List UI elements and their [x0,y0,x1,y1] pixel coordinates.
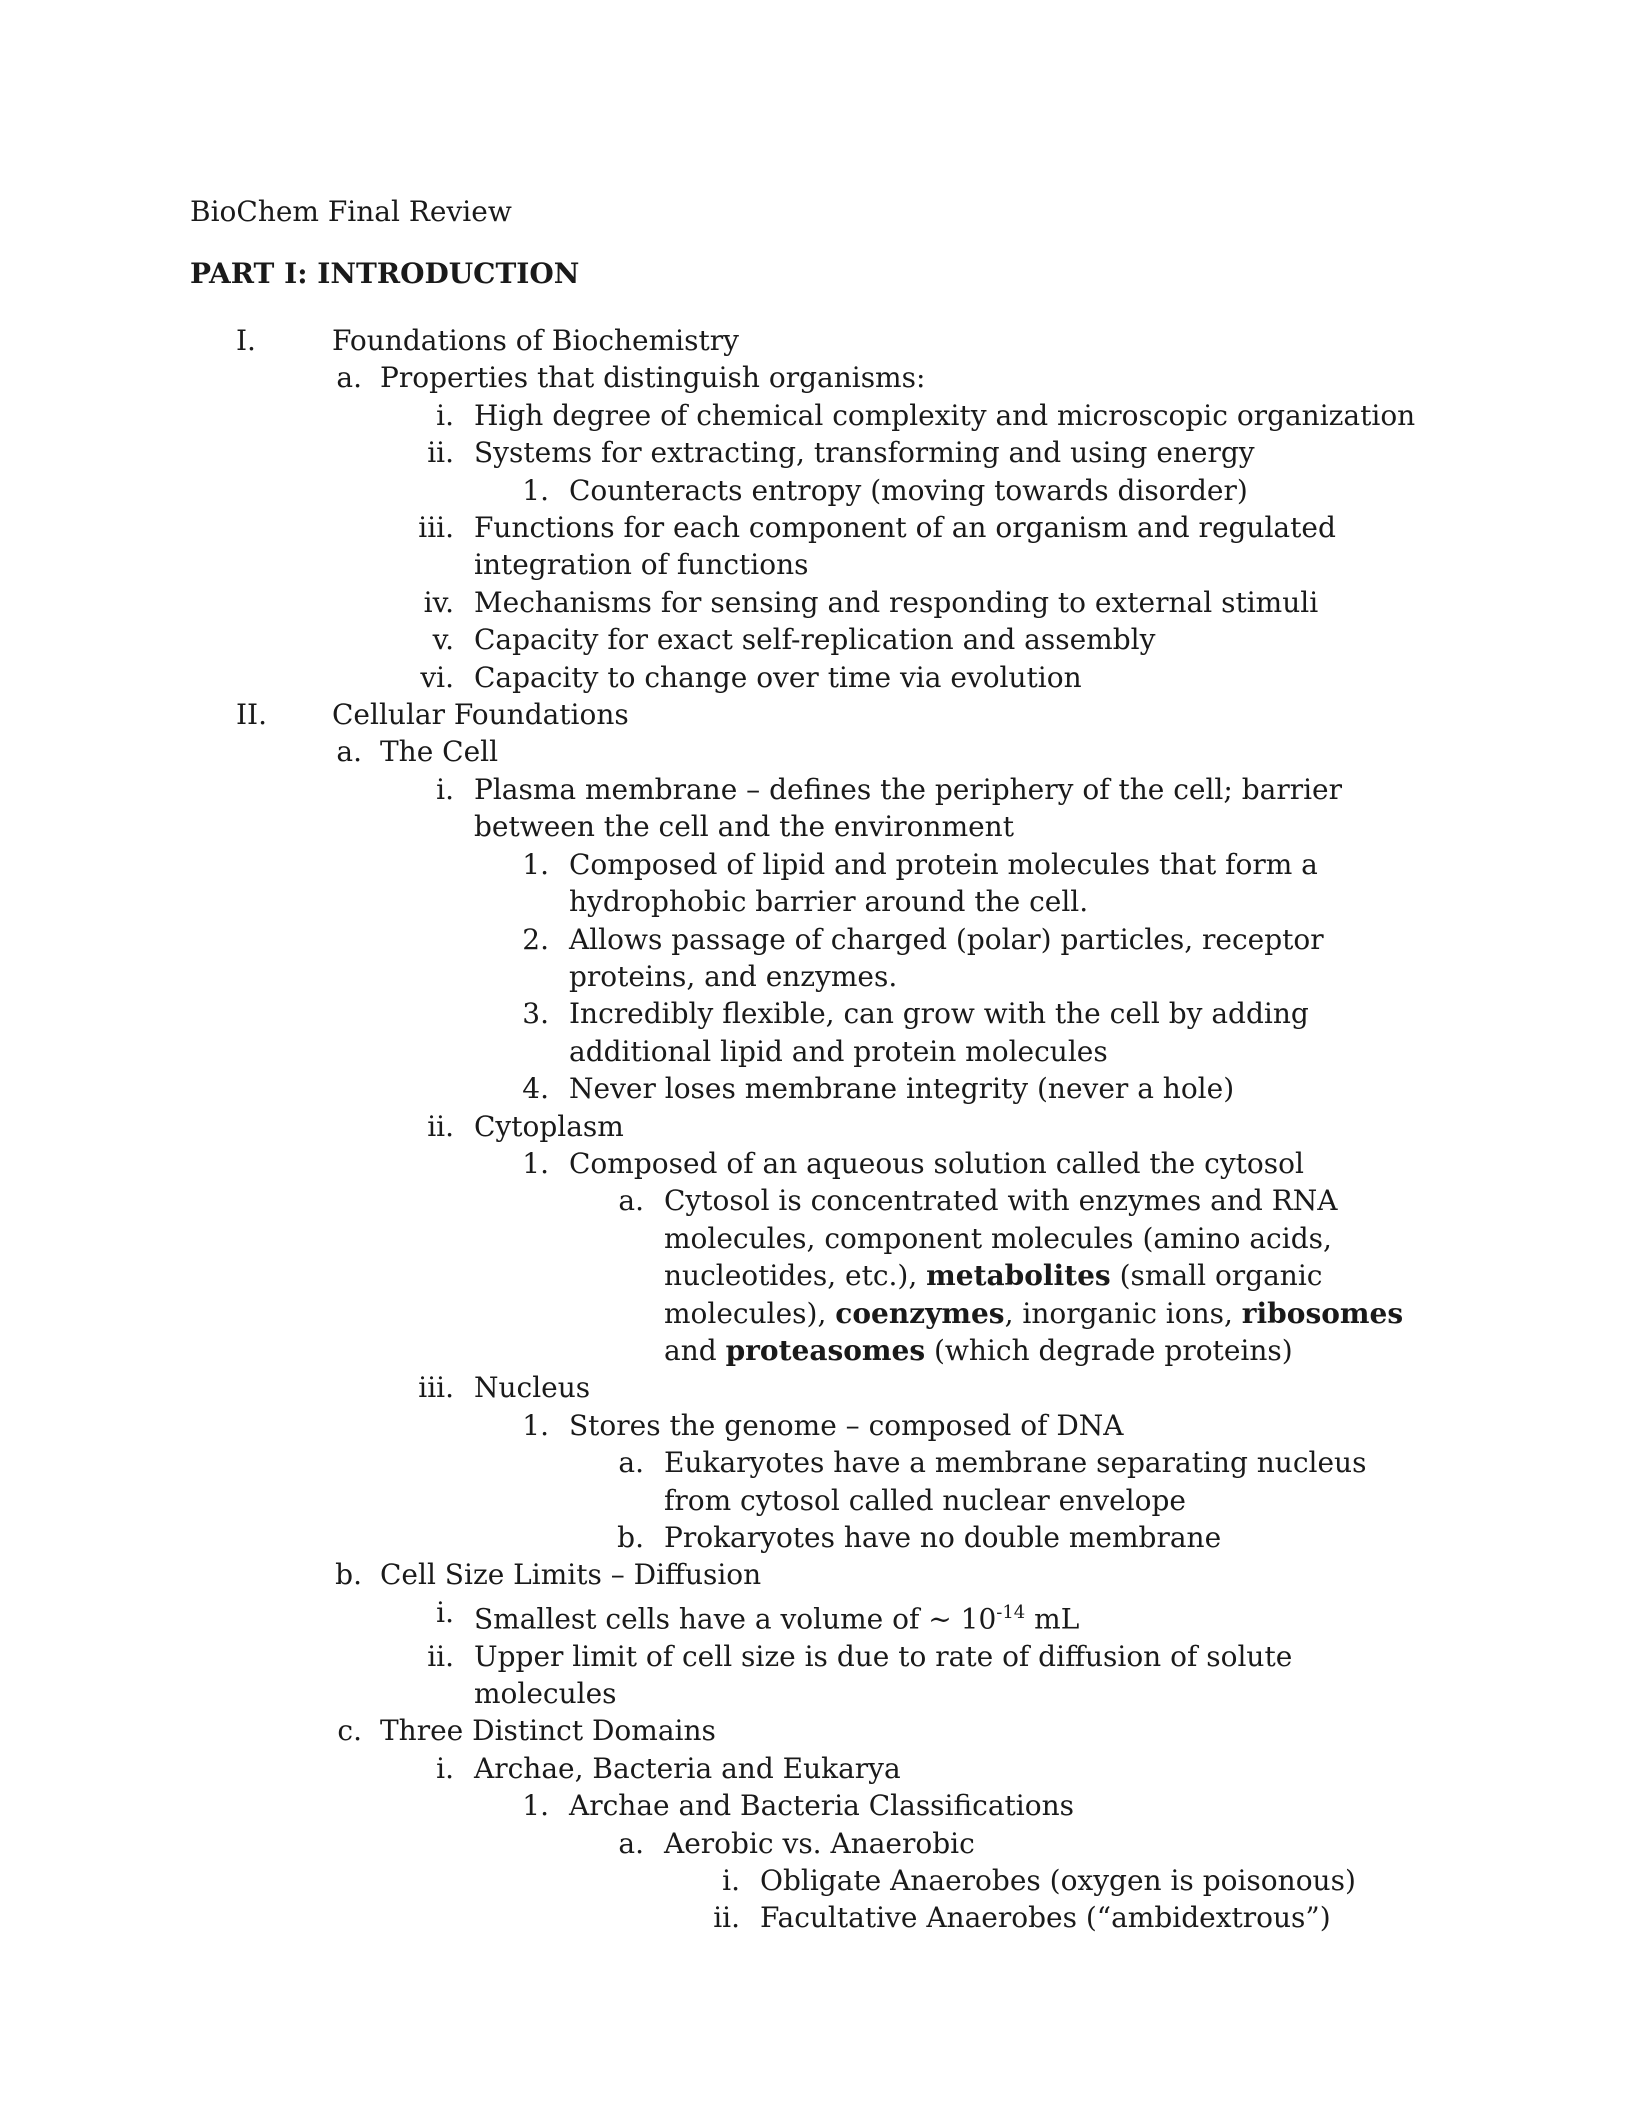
outline-text: Obligate Anaerobes (oxygen is poisonous) [760,1863,1356,1897]
outline-item [0,659,1640,696]
outline-item [0,1444,1640,1519]
outline-text: Incredibly flexible, can grow with the cell by adding additional lipid and protein molecules [569,997,1309,1068]
outline-item [0,1594,1640,1638]
outline-item [0,1825,1640,1862]
outline-marker: 1. [522,473,549,507]
outline-marker: iii. [418,511,454,545]
outline-item [0,1369,1640,1406]
outline-text: Composed of lipid and protein molecules that form a hydrophobic barrier around the cell. [569,847,1318,919]
outline-marker: 3. [522,997,549,1031]
outline-marker: ii. [427,436,454,470]
part-heading: PART I: INTRODUCTION [190,257,580,290]
outline-item [0,509,1640,584]
outline-item [0,771,1640,846]
outline-item [0,1407,1640,1444]
outline-text: Never loses membrane integrity (never a hole) [569,1072,1235,1106]
outline-item [0,1070,1640,1107]
text-segment: Smallest cells have a volume of ~ 10 [474,1602,997,1636]
outline-marker: i. [436,1595,454,1629]
outline-item [0,846,1640,921]
outline-item [0,472,1640,509]
outline-text [664,1182,1436,1369]
outline-item [0,1108,1640,1145]
outline-text: Systems for extracting, transforming and using energy [474,436,1255,470]
bold-term: coenzymes [835,1296,1005,1330]
text-segment: mL [1025,1602,1080,1636]
outline-marker: iii. [418,1371,454,1405]
outline-text: Eukaryotes have a membrane separating nucleus from cytosol called nuclear envelope [664,1446,1367,1517]
outline-marker: I. [236,324,256,357]
outline-marker: 1. [522,1408,549,1442]
outline-item [0,322,1640,359]
bold-term: proteasomes [725,1333,926,1367]
outline-marker: iv. [423,585,454,619]
outline-item [0,1182,1640,1369]
outline-marker: b. [617,1521,644,1554]
outline-item [0,1712,1640,1749]
outline-text: Aerobic vs. Anaerobic [664,1826,975,1860]
text-segment: (which degrade proteins) [925,1333,1293,1367]
text-segment: Cytosol is concentrated with enzymes and RNA molecules, component molecules (amino acids, nucleotides, etc.), [664,1184,1338,1293]
superscript: -14 [996,1601,1026,1623]
outline-item [0,1750,1640,1787]
outline-marker: 4. [522,1072,549,1106]
outline-marker: i. [722,1863,740,1897]
outline-marker: v. [432,623,454,657]
outline-text: Cell Size Limits – Diffusion [380,1558,762,1592]
outline-text: Cellular Foundations [332,698,629,732]
outline-text: Capacity to change over time via evolution [474,660,1082,694]
outline-list [0,322,1640,1937]
outline-item [0,1556,1640,1593]
outline-marker: a. [336,361,362,395]
outline-marker: 1. [522,1789,549,1823]
outline-text: Foundations of Biochemistry [332,324,739,357]
outline-item [0,995,1640,1070]
outline-marker: i. [436,1751,454,1785]
outline-text: The Cell [380,735,499,769]
outline-item [0,1145,1640,1182]
bold-term: ribosomes [1241,1296,1404,1330]
text-segment: , inorganic ions, [1004,1296,1242,1330]
outline-text: Plasma membrane – defines the periphery of the cell; barrier between the cell and the environment [474,772,1343,844]
outline-text: Composed of an aqueous solution called the cytosol [569,1146,1304,1180]
outline-text: Counteracts entropy (moving towards disorder) [569,473,1248,507]
outline-marker: 1. [522,1146,549,1180]
outline-marker: b. [335,1558,362,1592]
outline-text: Mechanisms for sensing and responding to external stimuli [474,585,1319,619]
outline-text: Prokaryotes have no double membrane [664,1521,1222,1554]
outline-marker: c. [337,1714,362,1748]
outline-marker: i. [436,398,454,432]
outline-marker: ii. [713,1901,740,1935]
outline-item [0,621,1640,658]
outline-text: Properties that distinguish organisms: [380,361,926,395]
outline-text: Three Distinct Domains [380,1714,716,1748]
outline-marker: 1. [522,847,549,881]
outline-marker: ii. [427,1639,454,1673]
outline-item [0,359,1640,396]
outline-text: High degree of chemical complexity and microscopic organization [474,398,1416,432]
outline-item [0,733,1640,770]
outline-text: Stores the genome – composed of DNA [569,1408,1124,1442]
outline-text: Archae, Bacteria and Eukarya [474,1751,901,1785]
outline-marker: i. [436,772,454,806]
outline-item [0,1787,1640,1824]
outline-item [0,696,1640,733]
outline-item [0,584,1640,621]
outline-marker: a. [618,1826,644,1860]
outline-item [0,1899,1640,1936]
outline-marker: a. [336,735,362,769]
outline-item [0,1519,1640,1556]
outline-marker: a. [618,1446,644,1480]
document-title: BioChem Final Review [190,195,512,228]
outline-marker: II. [236,698,268,732]
outline-text: Nucleus [474,1371,591,1405]
text-segment: and [664,1333,726,1367]
outline-item [0,1638,1640,1713]
bold-term: metabolites [926,1259,1111,1293]
outline-text: Capacity for exact self-replication and assembly [474,623,1156,657]
outline-text: Functions for each component of an organism and regulated integration of functions [474,511,1336,582]
outline-text: Upper limit of cell size is due to rate of diffusion of solute molecules [474,1639,1293,1710]
outline-marker: 2. [522,922,549,956]
outline-text: Cytoplasm [474,1109,624,1143]
outline-marker: vi. [420,660,454,694]
outline-text: Archae and Bacteria Classifications [569,1789,1075,1823]
outline-item [0,434,1640,471]
outline-text: Allows passage of charged (polar) particles, receptor proteins, and enzymes. [569,922,1324,993]
outline-item [0,397,1640,434]
outline-text [474,1594,1436,1638]
outline-marker: ii. [427,1109,454,1143]
outline-marker: a. [618,1184,644,1218]
text-segment: (small organic molecules), [664,1259,1323,1330]
outline-item [0,1862,1640,1899]
outline-item [0,921,1640,996]
outline-text: Facultative Anaerobes (“ambidextrous”) [760,1901,1331,1935]
